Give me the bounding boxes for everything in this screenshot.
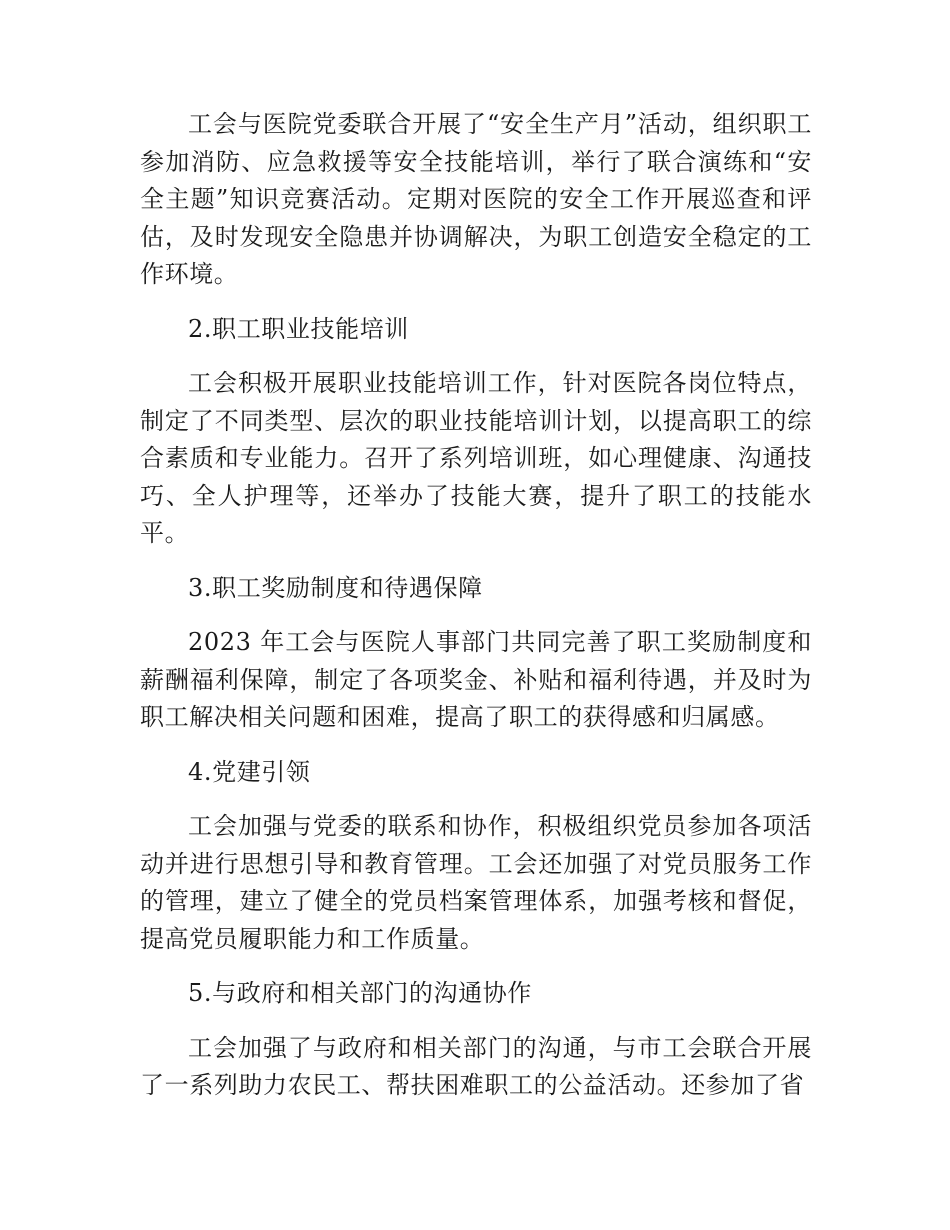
section-heading-skills-training: 2.职工职业技能培训 (188, 314, 409, 343)
document-body (140, 106, 812, 1122)
section-heading-rewards: 3.职工奖励制度和待遇保障 (188, 573, 483, 602)
paragraph-party-building: 工会加强与党委的联系和协作，积极组织党员参加各项活动并进行思想引导和教育管理。工会还加强了对党员服务工作的管理，建立了健全的党员档案管理体系，加强考核和督促，提高党员履职能力和工作质量。 (140, 812, 812, 953)
paragraph-rewards: 2023 年工会与医院人事部门共同完善了职工奖励制度和薪酬福利保障，制定了各项奖金、补贴和福利待遇，并及时为职工解决相关问题和困难，提高了职工的获得感和归属感。 (140, 628, 812, 731)
section-heading-government-cooperation: 5.与政府和相关部门的沟通协作 (188, 979, 532, 1007)
paragraph-safety-activities: 工会与医院党委联合开展了“安全生产月”活动，组织职工参加消防、应急救援等安全技能培训，举行了联合演练和“安全主题”知识竞赛活动。定期对医院的安全工作开展巡查和评估，及时发现安全隐患并协调解决，为职工创造安全稳定的工作环境。 (140, 110, 812, 288)
paragraph-government-cooperation: 工会加强了与政府和相关部门的沟通，与市工会联合开展了一系列助力农民工、帮扶困难职工的公益活动。还参加了省 (140, 1033, 812, 1099)
section-heading-party-building: 4.党建引领 (188, 757, 311, 786)
paragraph-skills-training: 工会积极开展职业技能培训工作，针对医院各岗位特点，制定了不同类型、层次的职业技能培训计划，以提高职工的综合素质和专业能力。召开了系列培训班，如心理健康、沟通技巧、全人护理等，还举办了技能大赛，提升了职工的技能水平。 (140, 369, 812, 547)
